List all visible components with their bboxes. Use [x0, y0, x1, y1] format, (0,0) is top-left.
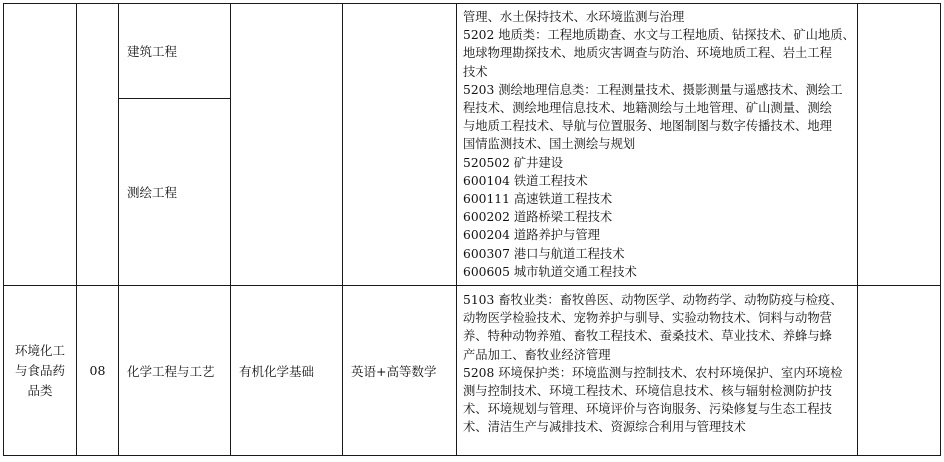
majors-line: 动物医学检验技术、宠物养护与驯导、实验动物技术、饲料与动物营 [463, 311, 832, 326]
culture-course: 英语+高等数学 [351, 363, 437, 379]
culture-course-cell [343, 286, 456, 455]
subject-cell-chemical [119, 286, 230, 455]
col-divider-6 [857, 3, 858, 456]
subject-cell-building [119, 4, 230, 98]
table-border-bottom [3, 455, 941, 456]
majors-line: 5202 地质类：工程地质勘查、水文与工程地质、钻探技术、矿山地质、 [463, 28, 855, 43]
majors-line: 600605 城市轨道交通工程技术 [463, 264, 637, 279]
majors-line: 养、特种动物养殖、畜牧工程技术、蚕桑技术、草业技术、养蜂与蜂 [463, 329, 832, 344]
majors-line: 术、清洁生产与减排技术、资源综合利用与管理技术 [463, 420, 746, 435]
table-border-right [940, 3, 941, 456]
majors-line: 测与控制技术、环境工程技术、环境信息技术、核与辐射检测防护技 [463, 384, 832, 399]
col-divider-5 [456, 3, 457, 456]
majors-line: 管理、水土保持技术、水环境监测与治理 [463, 10, 685, 24]
majors-line: 与地质工程技术、导航与位置服务、地图制图与数字传播技术、地理 [463, 119, 832, 134]
subject-label: 测绘工程 [127, 185, 178, 200]
subject-label: 建筑工程 [127, 44, 178, 59]
majors-line: 产品加工、畜牧业经济管理 [463, 347, 611, 362]
code-cell [77, 286, 118, 455]
majors-line: 600111 高速铁道工程技术 [463, 192, 613, 207]
professional-course-cell [231, 286, 342, 455]
majors-line: 技术 [463, 64, 488, 79]
majors-line: 5203 测绘地理信息类：工程测量技术、摄影测量与遥感技术、测绘工 [463, 82, 843, 97]
category-cell [4, 286, 76, 455]
subject-label: 化学工程与工艺 [127, 363, 215, 379]
majors-line: 5103 畜牧业类：畜牧兽医、动物医学、动物药学、动物防疫与检疫、 [463, 293, 843, 307]
majors-line: 5208 环境保护类：环境监测与控制技术、农村环境保护、室内环境检 [463, 365, 843, 380]
majors-list-group1 [463, 8, 855, 281]
majors-line: 国情监测技术、国土测绘与规划 [463, 137, 636, 152]
majors-line: 520502 矿井建设 [463, 155, 564, 170]
category-code: 08 [89, 363, 106, 378]
majors-line: 地球物理勘探技术、地质灾害调查与防治、环境地质工程、岩土工程 [463, 46, 832, 61]
majors-line: 600204 道路养护与管理 [463, 228, 600, 243]
majors-list-group2 [463, 291, 855, 437]
category-label: 环境化工 与食品药 品类 [14, 342, 65, 398]
majors-line: 600104 铁道工程技术 [463, 173, 588, 188]
majors-line: 程技术、测绘地理信息技术、地籍测绘与土地管理、矿山测量、测绘 [463, 101, 832, 116]
majors-line: 术、环境规划与管理、环境评价与咨询服务、污染修复与生态工程技 [463, 402, 832, 417]
subject-cell-surveying [119, 99, 230, 285]
majors-line: 600202 道路桥梁工程技术 [463, 210, 613, 225]
professional-course: 有机化学基础 [239, 363, 315, 379]
majors-line: 600307 港口与航道工程技术 [463, 246, 625, 261]
